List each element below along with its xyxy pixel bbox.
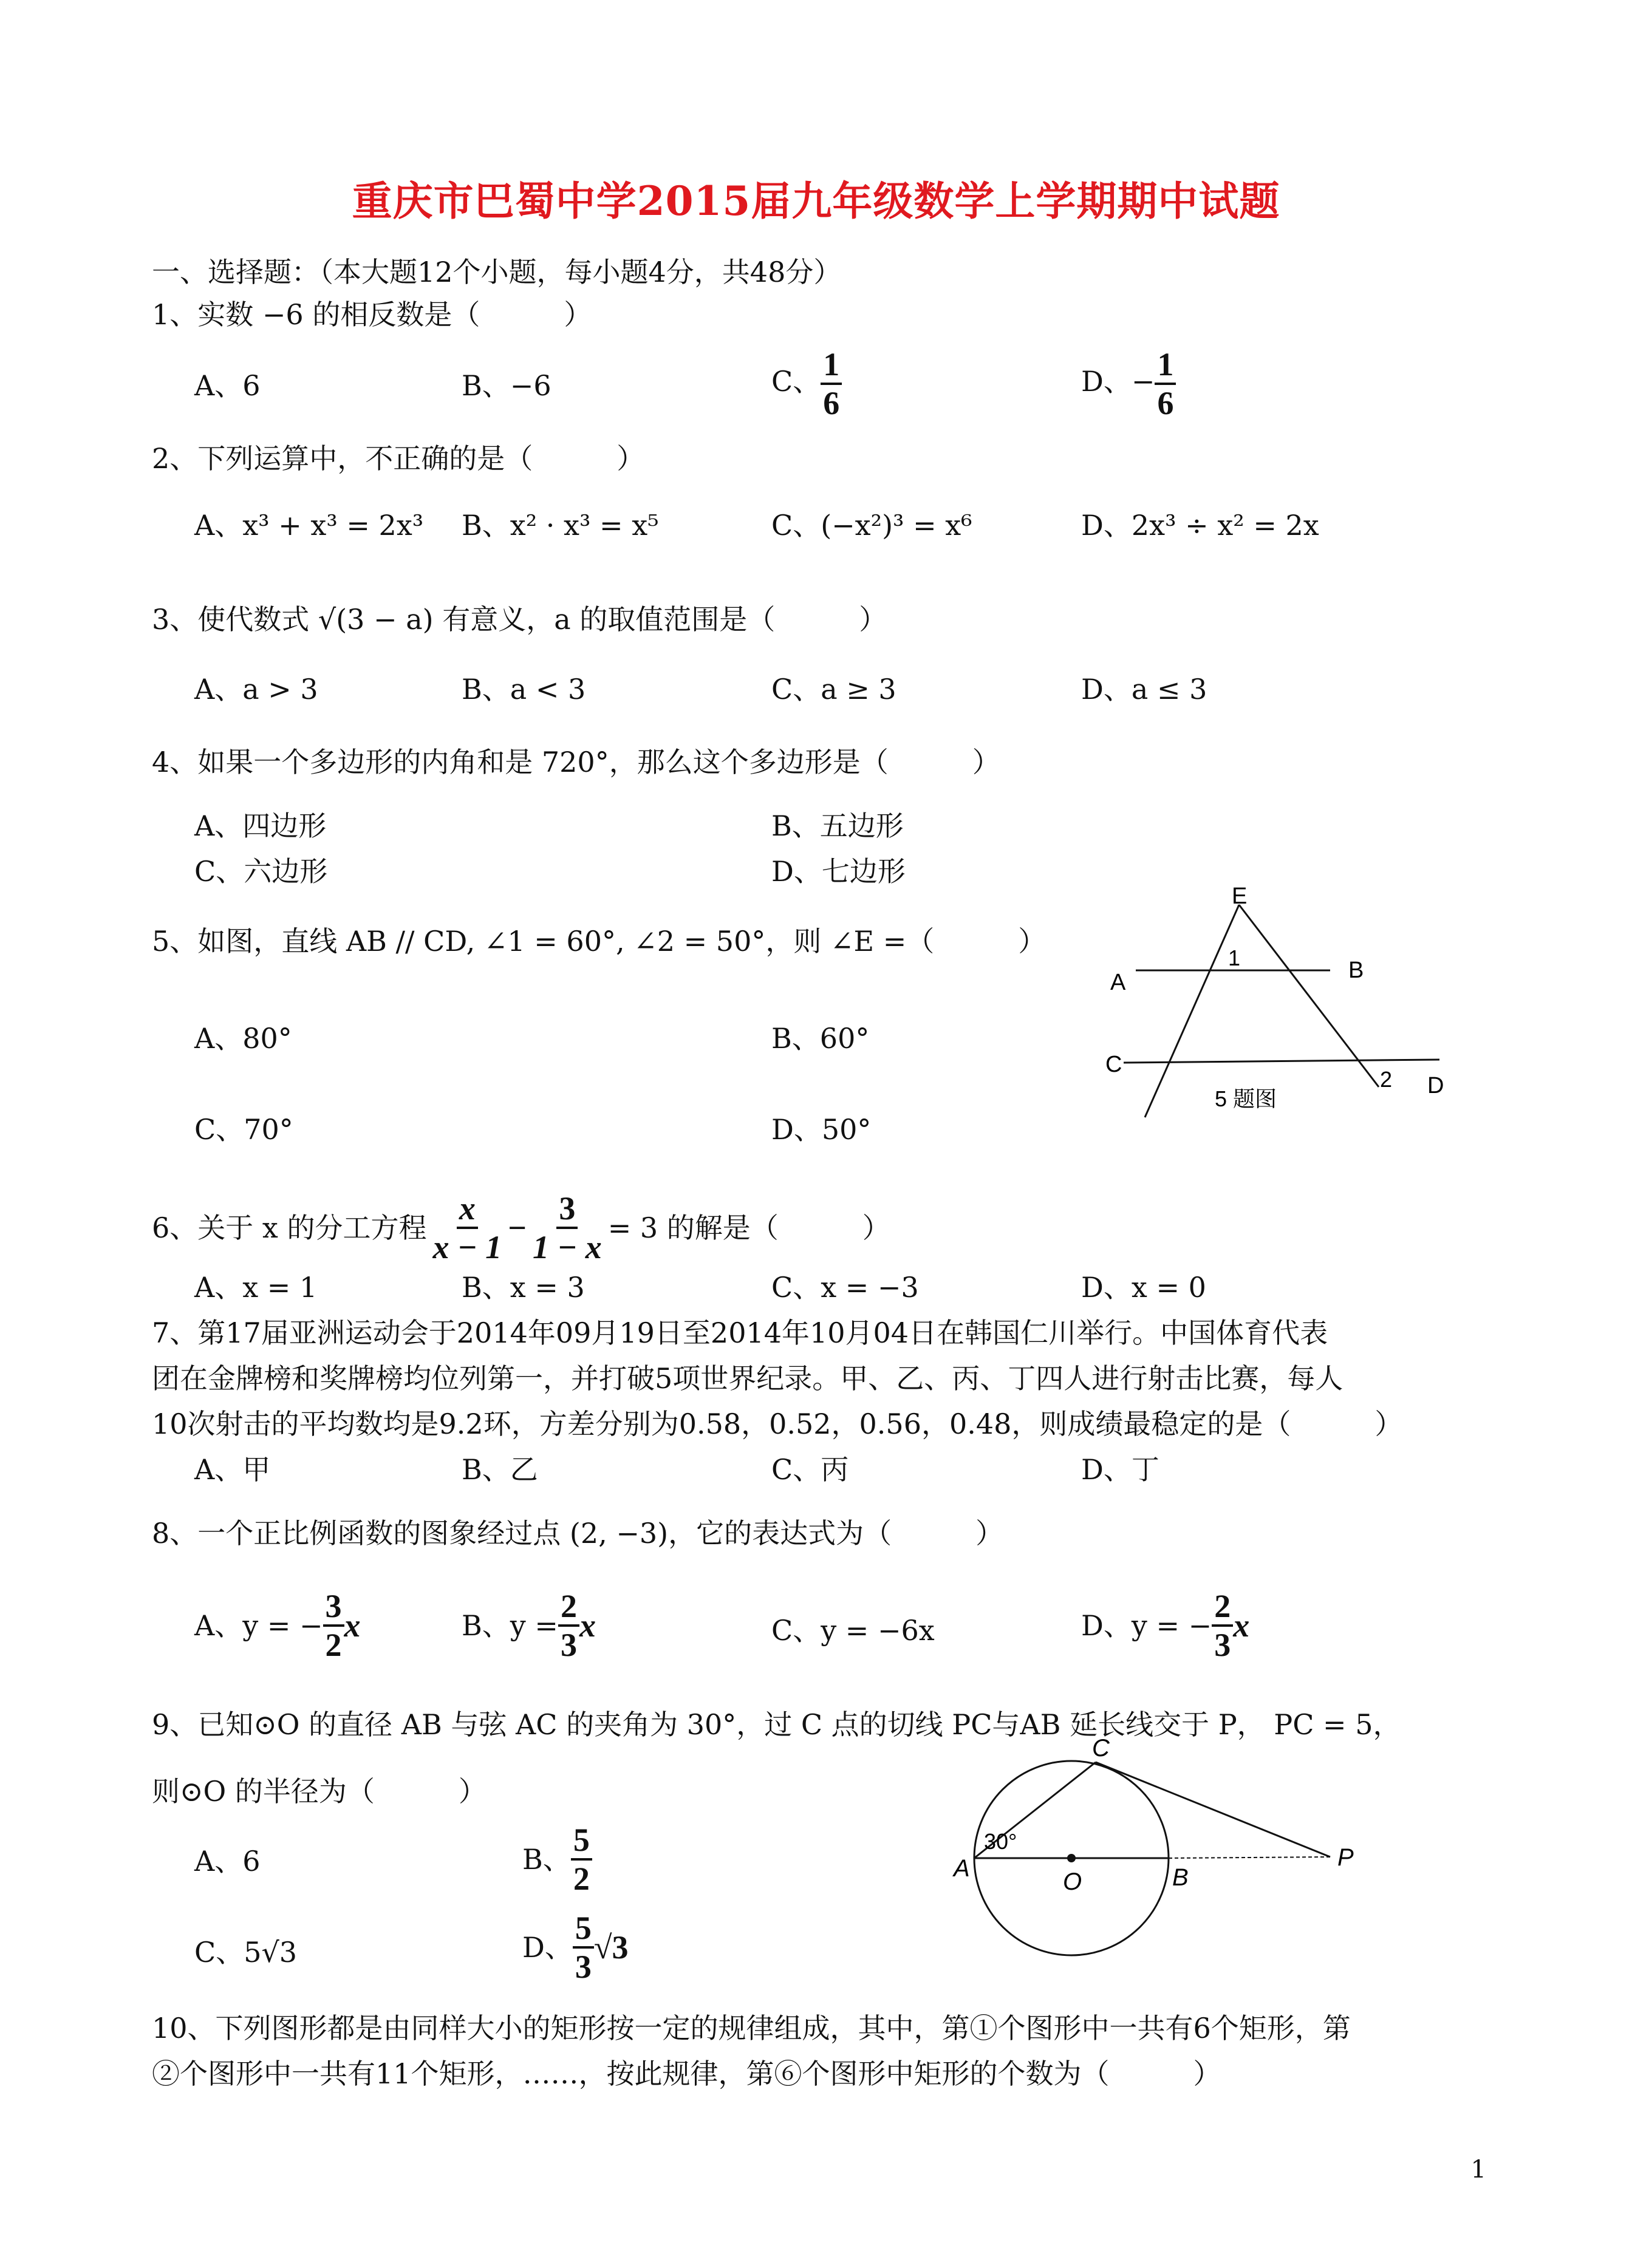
q3-option-c: C、a ≥ 3 [771,673,896,706]
label-c: C [1105,1052,1122,1077]
q2-option-b: B、x² · x³ = x⁵ [462,509,659,542]
q2-option-a: A、x³ + x³ = 2x³ [194,509,424,542]
q4-option-c: C、六边形 [194,855,328,888]
section-heading: 一、选择题：（本大题12个小题，每小题4分，共48分） [152,256,842,288]
q4-option-d: D、七边形 [771,855,906,888]
q5-option-b: B、60° [771,1022,870,1055]
label-a: A [1110,970,1126,995]
figure-caption: 5 题图 [1215,1086,1277,1111]
q2-option-d: D、2x³ ÷ x² = 2x [1081,509,1319,542]
q1-option-a: A、6 [194,369,261,402]
q5-option-d: D、50° [771,1113,872,1146]
q6-stem: 6、关于 x 的分工方程 $\frac{x}{x - 1}$ − $\frac{3}{1 - x}$ = 3 的解是（ ） [152,1190,890,1265]
label-angle-30: 30° [984,1829,1017,1854]
label-b: B [1172,1864,1189,1891]
q6-option-c: C、x = −3 [771,1271,919,1304]
center-point-o [1067,1854,1076,1862]
q7-option-b: B、乙 [462,1453,538,1486]
q9-option-c: C、5√3 [194,1936,298,1969]
q9-line-2: 则⊙O 的半径为（ ） [152,1775,487,1808]
transversal-1 [1145,905,1239,1117]
q7-line-2: 团在金牌榜和奖牌榜均位列第一，并打破5项世界纪录。甲、乙、丙、丁四人进行射击比赛，每人 [152,1362,1343,1395]
q5-figure [1087,887,1464,1129]
q6-option-b: B、x = 3 [462,1271,585,1304]
q6-option-d: D、x = 0 [1081,1271,1206,1304]
q1-option-c: C、 $\frac{1}{6}$ [771,346,842,421]
q9-figure [935,1725,1385,1967]
q10-line-1: 10、下列图形都是由同样大小的矩形按一定的规律组成，其中，第①个图形中一共有6个矩形，第 [152,2012,1351,2045]
q3-option-a: A、a > 3 [194,673,318,706]
label-c: C [1092,1735,1110,1762]
q3-stem: 3、使代数式 √(3 − a) 有意义，a 的取值范围是（ ） [152,603,887,636]
label-d: D [1427,1073,1444,1098]
q7-option-a: A、甲 [194,1453,271,1486]
q8-stem: 8、一个正比例函数的图象经过点 (2, −3)，它的表达式为（ ） [152,1517,1004,1550]
q3-option-d: D、a ≤ 3 [1081,673,1207,706]
page-title: 重庆市巴蜀中学2015届九年级数学上学期期中试题 [352,177,1280,225]
q4-option-b: B、五边形 [771,809,904,842]
label-a: A [954,1855,970,1882]
q9-option-b: B、 $\frac{5}{2}$ [522,1822,592,1897]
label-o: O [1063,1868,1082,1895]
page-number: 1 [1470,2156,1486,2184]
q8-option-d: D、y = − $\frac{2}{3}$ x [1081,1588,1250,1663]
q7-option-c: C、丙 [771,1453,849,1486]
q7-option-d: D、丁 [1081,1453,1159,1486]
tangent-pc [1096,1762,1330,1857]
q9-line-1: 9、已知⊙O 的直径 AB 与弦 AC 的夹角为 30°，过 C 点的切线 PC与AB 延长线交于 P， PC = 5， [152,1708,1401,1741]
q1-option-d: D、− $\frac{1}{6}$ [1081,346,1176,421]
q2-stem: 2、下列运算中，不正确的是（ ） [152,442,645,475]
q7-line-3: 10次射击的平均数均是9.2环，方差分别为0.58，0.52，0.56，0.48，则成绩最稳定的是（ ） [152,1408,1403,1440]
label-e: E [1232,887,1248,909]
q9-option-d: D、 $\frac{5}{3}$ √3 [522,1910,629,1985]
q5-option-c: C、70° [194,1113,293,1146]
q1-option-b: B、−6 [462,369,551,402]
q2-option-c: C、(−x²)³ = x⁶ [771,509,972,542]
label-angle-1: 1 [1228,945,1241,970]
q4-stem: 4、如果一个多边形的内角和是 720°，那么这个多边形是（ ） [152,746,1000,778]
label-angle-2: 2 [1380,1067,1393,1092]
q1-stem: 1、实数 −6 的相反数是（ ） [152,298,592,331]
extension-bp [1169,1857,1330,1858]
q5-option-a: A、80° [194,1022,292,1055]
q5-stem: 5、如图，直线 AB // CD, ∠1 = 60°, ∠2 = 50°，则 ∠E =（ ） [152,925,1046,958]
label-b: B [1348,958,1364,983]
q8-option-b: B、y = $\frac{2}{3}$ x [462,1588,596,1663]
q8-option-c: C、y = −6x [771,1614,935,1647]
q8-option-a: A、y = − $\frac{3}{2}$ x [194,1588,361,1663]
q9-option-a: A、6 [194,1845,261,1878]
q7-line-1: 7、第17届亚洲运动会于2014年09月19日至2014年10月04日在韩国仁川举行。中国体育代表 [152,1316,1328,1349]
q6-option-a: A、x = 1 [194,1271,318,1304]
q10-line-2: ②个图形中一共有11个矩形，……，按此规律，第⑥个图形中矩形的个数为（ ） [152,2057,1221,2090]
transversal-2 [1239,905,1379,1087]
q3-option-b: B、a < 3 [462,673,586,706]
q4-option-a: A、四边形 [194,809,327,842]
label-p: P [1337,1844,1354,1871]
